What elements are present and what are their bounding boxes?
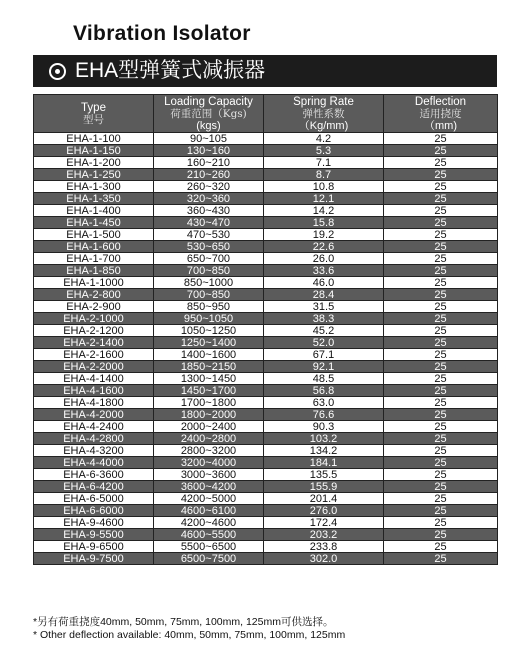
cell-type: EHA-1-850 xyxy=(34,265,154,277)
cell-spring-rate: 14.2 xyxy=(264,205,384,217)
cell-loading-capacity: 700~850 xyxy=(154,289,264,301)
table-row xyxy=(34,505,498,517)
cell-loading-capacity: 4200~4600 xyxy=(154,517,264,529)
cell-type: EHA-1-600 xyxy=(34,241,154,253)
cell-type: EHA-1-1000 xyxy=(34,277,154,289)
cell-spring-rate: 63.0 xyxy=(264,397,384,409)
cell-deflection: 25 xyxy=(384,493,498,505)
table-row xyxy=(34,421,498,433)
cell-type: EHA-1-250 xyxy=(34,169,154,181)
cell-loading-capacity: 1700~1800 xyxy=(154,397,264,409)
cell-spring-rate: 56.8 xyxy=(264,385,384,397)
cell-spring-rate: 46.0 xyxy=(264,277,384,289)
cell-loading-capacity: 470~530 xyxy=(154,229,264,241)
cell-deflection: 25 xyxy=(384,217,498,229)
cell-type: EHA-2-1400 xyxy=(34,337,154,349)
cell-deflection: 25 xyxy=(384,145,498,157)
table-row xyxy=(34,289,498,301)
table-row xyxy=(34,313,498,325)
table-row xyxy=(34,373,498,385)
cell-loading-capacity: 700~850 xyxy=(154,265,264,277)
cell-loading-capacity: 4600~6100 xyxy=(154,505,264,517)
cell-deflection: 25 xyxy=(384,397,498,409)
cell-spring-rate: 302.0 xyxy=(264,553,384,565)
cell-deflection: 25 xyxy=(384,241,498,253)
spec-table xyxy=(33,94,498,565)
cell-loading-capacity: 1250~1400 xyxy=(154,337,264,349)
cell-deflection: 25 xyxy=(384,337,498,349)
table-row xyxy=(34,481,498,493)
cell-deflection: 25 xyxy=(384,277,498,289)
cell-loading-capacity: 850~1000 xyxy=(154,277,264,289)
cell-type: EHA-2-2000 xyxy=(34,361,154,373)
table-row xyxy=(34,217,498,229)
table-row xyxy=(34,301,498,313)
cell-spring-rate: 31.5 xyxy=(264,301,384,313)
cell-spring-rate: 276.0 xyxy=(264,505,384,517)
cell-spring-rate: 103.2 xyxy=(264,433,384,445)
table-row xyxy=(34,397,498,409)
cell-deflection: 25 xyxy=(384,157,498,169)
table-row xyxy=(34,469,498,481)
cell-type: EHA-1-350 xyxy=(34,193,154,205)
cell-type: EHA-9-5500 xyxy=(34,529,154,541)
table-row xyxy=(34,193,498,205)
table-row xyxy=(34,433,498,445)
cell-type: EHA-1-400 xyxy=(34,205,154,217)
header-deflection xyxy=(384,95,498,133)
cell-type: EHA-4-4000 xyxy=(34,457,154,469)
cell-type: EHA-1-700 xyxy=(34,253,154,265)
header-type-en: Type xyxy=(81,101,106,114)
cell-spring-rate: 52.0 xyxy=(264,337,384,349)
table-row xyxy=(34,457,498,469)
cell-deflection: 25 xyxy=(384,181,498,193)
cell-type: EHA-1-200 xyxy=(34,157,154,169)
cell-spring-rate: 92.1 xyxy=(264,361,384,373)
cell-loading-capacity: 130~160 xyxy=(154,145,264,157)
table-row xyxy=(34,277,498,289)
header-rate-unit: （Kg/mm) xyxy=(298,119,349,132)
cell-deflection: 25 xyxy=(384,409,498,421)
cell-spring-rate: 203.2 xyxy=(264,529,384,541)
cell-spring-rate: 48.5 xyxy=(264,373,384,385)
table-row xyxy=(34,409,498,421)
cell-loading-capacity: 3000~3600 xyxy=(154,469,264,481)
cell-spring-rate: 67.1 xyxy=(264,349,384,361)
table-row xyxy=(34,445,498,457)
table-row xyxy=(34,385,498,397)
cell-type: EHA-1-100 xyxy=(34,133,154,145)
cell-deflection: 25 xyxy=(384,193,498,205)
cell-loading-capacity: 3200~4000 xyxy=(154,457,264,469)
cell-loading-capacity: 5500~6500 xyxy=(154,541,264,553)
cell-loading-capacity: 1050~1250 xyxy=(154,325,264,337)
cell-deflection: 25 xyxy=(384,385,498,397)
banner-title: EHA型弹簧式减振器 xyxy=(75,59,266,82)
cell-spring-rate: 15.8 xyxy=(264,217,384,229)
cell-spring-rate: 134.2 xyxy=(264,445,384,457)
table-row xyxy=(34,265,498,277)
table-row xyxy=(34,349,498,361)
cell-spring-rate: 201.4 xyxy=(264,493,384,505)
cell-loading-capacity: 1800~2000 xyxy=(154,409,264,421)
header-defl-cn: 适用挠度 xyxy=(419,107,462,120)
cell-spring-rate: 45.2 xyxy=(264,325,384,337)
circle-dot-icon xyxy=(49,63,66,80)
cell-deflection: 25 xyxy=(384,373,498,385)
cell-deflection: 25 xyxy=(384,457,498,469)
cell-deflection: 25 xyxy=(384,517,498,529)
cell-deflection: 25 xyxy=(384,505,498,517)
cell-deflection: 25 xyxy=(384,325,498,337)
cell-loading-capacity: 850~950 xyxy=(154,301,264,313)
cell-spring-rate: 76.6 xyxy=(264,409,384,421)
cell-loading-capacity: 260~320 xyxy=(154,181,264,193)
cell-deflection: 25 xyxy=(384,541,498,553)
cell-deflection: 25 xyxy=(384,349,498,361)
cell-spring-rate: 4.2 xyxy=(264,133,384,145)
cell-loading-capacity: 320~360 xyxy=(154,193,264,205)
cell-spring-rate: 26.0 xyxy=(264,253,384,265)
table-header-row xyxy=(34,95,498,133)
cell-deflection: 25 xyxy=(384,313,498,325)
header-load-cn: 荷重范围（Kgs) xyxy=(170,107,247,120)
cell-loading-capacity: 650~700 xyxy=(154,253,264,265)
cell-spring-rate: 135.5 xyxy=(264,469,384,481)
table-row xyxy=(34,181,498,193)
cell-type: EHA-1-500 xyxy=(34,229,154,241)
note-english: * Other deflection available: 40mm, 50mm, 75mm, 100mm, 125mm xyxy=(33,629,346,641)
header-loading-capacity xyxy=(154,95,264,133)
cell-spring-rate: 184.1 xyxy=(264,457,384,469)
cell-type: EHA-4-2400 xyxy=(34,421,154,433)
table-row xyxy=(34,241,498,253)
cell-type: EHA-9-6500 xyxy=(34,541,154,553)
cell-type: EHA-2-1000 xyxy=(34,313,154,325)
cell-type: EHA-4-1800 xyxy=(34,397,154,409)
cell-type: EHA-1-450 xyxy=(34,217,154,229)
cell-deflection: 25 xyxy=(384,445,498,457)
cell-loading-capacity: 210~260 xyxy=(154,169,264,181)
table-row xyxy=(34,205,498,217)
cell-loading-capacity: 1400~1600 xyxy=(154,349,264,361)
cell-type: EHA-1-300 xyxy=(34,181,154,193)
note-chinese: *另有荷重挠度40mm, 50mm, 75mm, 100mm, 125mm可供选择。 xyxy=(33,616,334,628)
table-row xyxy=(34,157,498,169)
spec-table-body xyxy=(34,133,498,565)
cell-deflection: 25 xyxy=(384,529,498,541)
cell-loading-capacity: 1450~1700 xyxy=(154,385,264,397)
cell-type: EHA-2-1600 xyxy=(34,349,154,361)
cell-type: EHA-4-2000 xyxy=(34,409,154,421)
cell-type: EHA-2-900 xyxy=(34,301,154,313)
cell-type: EHA-6-5000 xyxy=(34,493,154,505)
cell-spring-rate: 12.1 xyxy=(264,193,384,205)
table-row xyxy=(34,529,498,541)
header-load-en: Loading Capacity xyxy=(164,95,253,108)
cell-deflection: 25 xyxy=(384,469,498,481)
cell-deflection: 25 xyxy=(384,229,498,241)
cell-deflection: 25 xyxy=(384,421,498,433)
header-rate-en: Spring Rate xyxy=(293,95,354,108)
cell-type: EHA-6-4200 xyxy=(34,481,154,493)
cell-loading-capacity: 6500~7500 xyxy=(154,553,264,565)
cell-type: EHA-2-1200 xyxy=(34,325,154,337)
header-spring-rate xyxy=(264,95,384,133)
cell-type: EHA-1-150 xyxy=(34,145,154,157)
cell-deflection: 25 xyxy=(384,553,498,565)
cell-spring-rate: 33.6 xyxy=(264,265,384,277)
cell-spring-rate: 233.8 xyxy=(264,541,384,553)
cell-loading-capacity: 4200~5000 xyxy=(154,493,264,505)
header-defl-en: Deflection xyxy=(414,95,467,108)
cell-spring-rate: 90.3 xyxy=(264,421,384,433)
cell-loading-capacity: 4600~5500 xyxy=(154,529,264,541)
cell-loading-capacity: 2000~2400 xyxy=(154,421,264,433)
cell-type: EHA-4-1400 xyxy=(34,373,154,385)
cell-loading-capacity: 430~470 xyxy=(154,217,264,229)
cell-spring-rate: 7.1 xyxy=(264,157,384,169)
cell-deflection: 25 xyxy=(384,265,498,277)
cell-type: EHA-4-3200 xyxy=(34,445,154,457)
header-rate-cn: 弹性系数 xyxy=(302,107,345,120)
table-row xyxy=(34,229,498,241)
page-title: Vibration Isolator xyxy=(73,22,251,45)
cell-spring-rate: 172.4 xyxy=(264,517,384,529)
cell-loading-capacity: 530~650 xyxy=(154,241,264,253)
cell-loading-capacity: 2400~2800 xyxy=(154,433,264,445)
header-load-unit: (kgs) xyxy=(196,119,221,132)
cell-spring-rate: 155.9 xyxy=(264,481,384,493)
table-row xyxy=(34,541,498,553)
cell-deflection: 25 xyxy=(384,301,498,313)
cell-deflection: 25 xyxy=(384,253,498,265)
cell-spring-rate: 10.8 xyxy=(264,181,384,193)
table-row xyxy=(34,337,498,349)
table-row xyxy=(34,169,498,181)
cell-type: EHA-6-3600 xyxy=(34,469,154,481)
cell-loading-capacity: 360~430 xyxy=(154,205,264,217)
cell-spring-rate: 28.4 xyxy=(264,289,384,301)
cell-deflection: 25 xyxy=(384,289,498,301)
table-row xyxy=(34,325,498,337)
header-type xyxy=(34,95,154,133)
cell-loading-capacity: 1850~2150 xyxy=(154,361,264,373)
table-row xyxy=(34,133,498,145)
table-row xyxy=(34,145,498,157)
cell-deflection: 25 xyxy=(384,133,498,145)
cell-type: EHA-9-7500 xyxy=(34,553,154,565)
table-row xyxy=(34,361,498,373)
cell-deflection: 25 xyxy=(384,169,498,181)
header-defl-unit: （mm) xyxy=(424,119,457,132)
cell-type: EHA-9-4600 xyxy=(34,517,154,529)
table-row xyxy=(34,553,498,565)
cell-loading-capacity: 950~1050 xyxy=(154,313,264,325)
table-row xyxy=(34,493,498,505)
cell-type: EHA-4-1600 xyxy=(34,385,154,397)
cell-spring-rate: 8.7 xyxy=(264,169,384,181)
cell-spring-rate: 19.2 xyxy=(264,229,384,241)
cell-loading-capacity: 90~105 xyxy=(154,133,264,145)
cell-deflection: 25 xyxy=(384,205,498,217)
cell-type: EHA-6-6000 xyxy=(34,505,154,517)
cell-deflection: 25 xyxy=(384,361,498,373)
cell-deflection: 25 xyxy=(384,433,498,445)
cell-spring-rate: 22.6 xyxy=(264,241,384,253)
section-banner xyxy=(33,55,497,87)
table-row xyxy=(34,253,498,265)
cell-loading-capacity: 3600~4200 xyxy=(154,481,264,493)
cell-type: EHA-4-2800 xyxy=(34,433,154,445)
cell-type: EHA-2-800 xyxy=(34,289,154,301)
cell-loading-capacity: 1300~1450 xyxy=(154,373,264,385)
header-type-cn: 型号 xyxy=(83,113,104,126)
cell-spring-rate: 38.3 xyxy=(264,313,384,325)
cell-spring-rate: 5.3 xyxy=(264,145,384,157)
table-row xyxy=(34,517,498,529)
cell-loading-capacity: 2800~3200 xyxy=(154,445,264,457)
cell-deflection: 25 xyxy=(384,481,498,493)
cell-loading-capacity: 160~210 xyxy=(154,157,264,169)
